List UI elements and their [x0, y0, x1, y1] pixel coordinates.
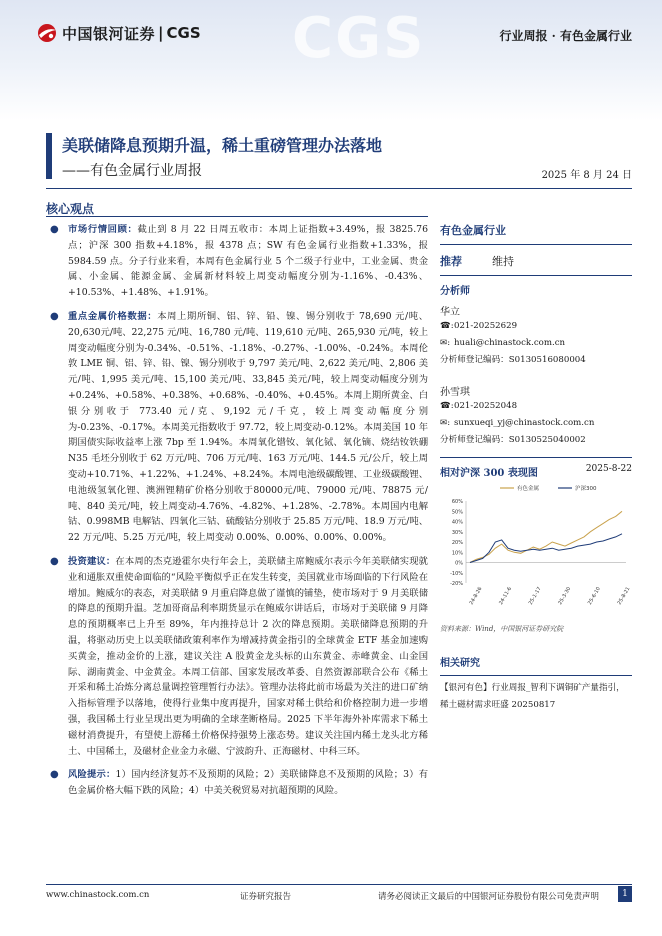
phone-icon: ☎: [440, 321, 454, 331]
footer-center: 证券研究报告 [240, 892, 292, 902]
relative-performance-chart [440, 479, 632, 619]
footer-divider [46, 884, 632, 885]
bullet-text: 1）国内经济复苏不及预期的风险；2）美联储降息不及预期的风险；3）有色金属价格大幅下跌的风险；4）中美关税贸易对抗超预期的风险。 [68, 769, 428, 797]
x-tick-label: 25-6-10 [586, 586, 602, 606]
bullet-head: 重点金属价格数据： [68, 310, 158, 322]
email-icon: ✉: [440, 338, 451, 348]
bullet-market-review [46, 222, 428, 301]
analyst-1-name: 华立 [440, 307, 460, 318]
report-category: 行业周报 · 有色金属行业 [499, 29, 632, 43]
bullet-risk-warning [46, 767, 428, 799]
series-line [470, 511, 622, 562]
footer-website[interactable]: www.chinastock.com.cn [46, 890, 150, 900]
series-line [470, 534, 622, 563]
rating-row [440, 253, 632, 269]
analyst-heading: 分析师 [440, 286, 470, 297]
bullet-dot-icon: ● [50, 555, 59, 567]
logo-separator: | [158, 24, 164, 42]
legend-label: 沪深300 [575, 486, 597, 492]
bullet-head: 风险提示： [68, 769, 116, 781]
analyst-2-name: 孙雪琪 [440, 387, 470, 398]
x-tick-label: 24-8-26 [468, 586, 484, 606]
main-column [46, 222, 428, 807]
sidebar-divider [440, 675, 632, 676]
y-tick-label: 30% [451, 529, 463, 536]
rating-value: 维持 [492, 255, 514, 268]
title-divider [46, 188, 632, 189]
y-tick-label: 20% [451, 540, 463, 546]
x-tick-label: 25-8-21 [616, 586, 632, 606]
related-report-link[interactable]: 【银河有色】行业周报_智利下调铜矿产量指引，稀土磁材需求旺盛 20250817 [440, 683, 625, 710]
core-view-heading: 核心观点 [46, 202, 95, 216]
related-heading: 相关研究 [440, 658, 480, 669]
bullet-dot-icon: ● [50, 310, 59, 322]
bullet-metal-prices [46, 309, 428, 546]
logo-text: 中国银河证券 [62, 24, 156, 43]
x-tick-label: 24-11-6 [498, 586, 514, 606]
email-icon: ✉: [440, 418, 451, 428]
y-tick-label: -20% [450, 581, 463, 587]
analyst-1-email[interactable]: huali@chinastock.com.cn [454, 338, 566, 348]
chart-heading: 相对沪深 300 表现图 [440, 468, 538, 479]
analyst-2-email[interactable]: sunxueqi_yj@chinastock.com.cn [454, 418, 595, 428]
x-tick-label: 25-3-30 [557, 586, 573, 606]
footer-disclaimer: 请务必阅读正文最后的中国银河证券股份有限公司免责声明 [378, 892, 600, 902]
analyst-1-contact [440, 318, 632, 369]
bullet-head: 投资建议： [68, 555, 116, 567]
report-date: 2025 年 8 月 24 日 [541, 170, 632, 181]
y-tick-label: -10% [450, 570, 463, 577]
sidebar-divider [440, 244, 632, 245]
bullet-dot-icon: ● [50, 224, 59, 235]
title-accent-bar [46, 133, 52, 179]
chart-date: 2025-8-22 [585, 464, 632, 474]
bullet-text: 截止到 8 月 22 日周五收市：本周上证指数+3.49%，报 3825.76 点；沪深 300 指数+4.18%，报 4378 点；SW 有色金属行业指数+1.33%，报 5984.59 点。分子行业来看，本周有色金属行业 5 个二级子行业中，工业金属、贵金属、小金属、能源金属、金属新材料较上周变动幅度分别为-1.16%、-0.43%、+10.53%、+1.48%、+1.91%。 [68, 224, 428, 299]
bullet-text: 在本周的杰克逊霍尔央行年会上，美联储主席鲍威尔表示今年美联储实现就业和通胀双重使命面临的“风险平衡似乎正在发生转变，美国就业市场面临的下行风险在增加。鲍威尔的表态，对美联储 9 月重启降息做了谨慎的铺垫，使市场对于 9 月美联储的降息的预期升温。芝加哥商品利率期货显示在鲍威尔讲话后，市场对于美联储 9 月降息的预期概率已上升至 89%，年内推持总计 2 次的降息预期。美联储降息预期的升温，将驱动历史上以美联储政策利率作为增减持黄金指引的全球黄金 ETF 基金加速购买黄金，推动金价的上涨，建议关注 A 股黄金龙头标的山东黄金、赤峰黄金、山金国际、湖南黄金、中金黄金。本周工信部、国家发展改革委、自然资源部联合公布《稀土开采和稀土冶炼分离总量调控管理暂行办法》。管理办法将此前市场最为关注的进口矿纳入指标管理予以落地，使得行业集中度再提升，国家对稀土供给和价格控制力进一步增强，我国稀土行业呈现出更为明确的全球垄断格局。2025 下半年海外补库需求下稀土磁材消费提升，有望使上游稀土价格保持强势上涨态势。建议关注国内稀土龙头北方稀土、中国稀土，及磁材企业金力永磁、宁波韵升、正海磁材、中科三环。 [68, 555, 428, 757]
chart-heading-row [440, 464, 632, 479]
analyst-1-phone: 021-20252629 [454, 321, 518, 331]
page-number: 1 [618, 886, 632, 902]
logo-cgs: CGS [166, 24, 201, 42]
report-subtitle: ——有色金属行业周报 [62, 163, 202, 179]
rating-label: 推荐 [440, 255, 462, 268]
y-tick-label: 60% [451, 499, 463, 505]
analyst-1-reg: 分析师登记编码：S0130516080004 [440, 355, 586, 365]
sidebar-divider [440, 275, 632, 276]
y-tick-label: 10% [451, 550, 463, 557]
bullet-head: 市场行情回顾： [68, 224, 138, 235]
industry-heading: 有色金属行业 [440, 224, 506, 237]
y-tick-label: 0% [455, 560, 463, 567]
bullet-text: 本周上期所铜、铝、锌、铅、镍、锡分别收于 78,690 元/吨、20,630元/吨、22,275 元/吨、16,780 元/吨、119,610 元/吨、265,930 元/吨，较上周变动幅度分别为-0.34%、-0.51%、-1.18%、-0.27%、-1.00%、-0.24%。本周伦敦 LME 铜、铝、锌、铅、镍、锡分别收于 9,797 美元/吨、2,622 美元/吨、2,806 美元/吨、1,995 美元/吨、15,100 美元/吨、33,845 美元/吨，较上周变动幅度分别为+0.24%、+0.58%、+0.38%、+0.68%、-0.40%、+0.45%。本周上期所黄金、白银分别收于 773.40 元/克、9,192 元/千克，较上周变动幅度分别为-0.23%、-0.17%。本周美元指数收于 97.72，较上周变动-0.12%。本周美国 10 年期国债实际收益率上涨 7bp 至 1.94%。本周氧化镨钕、氧化铽、氧化镝、烧结钕铁硼 N35 毛坯分别收于 62 万元/吨、706 万元/吨、163 万元/吨、144.5 元/公斤，较上周变动+10.71%、+1.22%、+1.24%、+8.24%。本周电池级碳酸锂、工业级碳酸锂、电池级氢氧化锂、澳洲锂精矿价格分别收于80000元/吨、79000 元/吨、78875 元/吨、840 美元/吨，较上周变动-4.76%、-4.82%、+1.28%、-2.78%。本周国内电解钴、0.998MB 电解钴、四氧化三钴、硫酸钴分别收于 25.85 万元/吨、18.9 万元/吨、22 万元/吨、5.25 万元/吨，较上周变动 0.00%、0.00%、0.00%、0.00%。 [68, 310, 429, 544]
bullet-dot-icon: ● [50, 769, 59, 781]
chart-source: 资料来源：Wind，中国银河证券研究院 [440, 625, 564, 633]
y-tick-label: 50% [451, 509, 463, 516]
analyst-2-contact [440, 398, 632, 449]
bullet-investment-advice [46, 554, 428, 759]
galaxy-logo-icon [36, 22, 58, 44]
core-view-divider [46, 216, 428, 217]
company-logo [36, 22, 201, 44]
header-watermark: CGS [292, 6, 426, 71]
x-tick-label: 25-1-17 [527, 586, 543, 606]
analyst-2-reg: 分析师登记编码：S0130525040002 [440, 435, 586, 445]
y-tick-label: 40% [451, 519, 463, 526]
sidebar [440, 222, 632, 714]
phone-icon: ☎: [440, 401, 454, 411]
analyst-2-phone: 021-20252048 [454, 401, 518, 411]
report-title: 美联储降息预期升温，稀土重磅管理办法落地 [62, 136, 383, 155]
sidebar-divider [440, 457, 632, 458]
legend-label: 有色金属 [517, 486, 540, 492]
